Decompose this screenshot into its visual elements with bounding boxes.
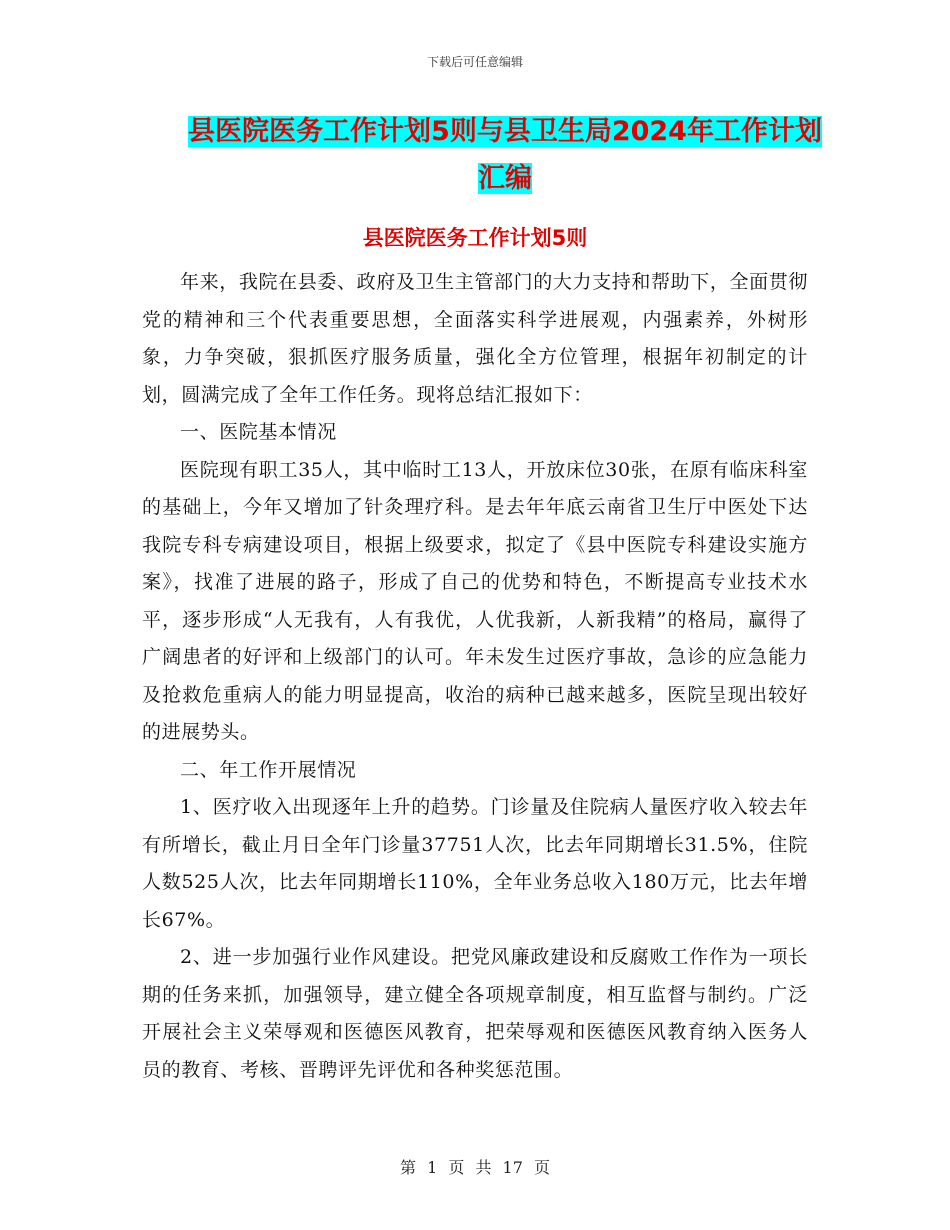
document-title — [185, 108, 825, 202]
paragraph: 年来，我院在县委、政府及卫生主管部门的大力支持和帮助下，全面贯彻党的精神和三个代表重要思想，全面落实科学进展观，内强素养，外树形象，力争突破，狠抓医疗服务质量，强化全方位管理，根据年初制定的计划，圆满完成了全年工作任务。现将总结汇报如下： — [142, 271, 808, 406]
document-title-text: 县医院医务工作计划5则与县卫生局2024年工作计划汇编 — [188, 116, 822, 194]
paragraph: 医院现有职工35人，其中临时工13人，开放床位30张，在原有临床科室的基础上，今年又增加了针灸理疗科。是去年年底云南省卫生厅中医处下达我院专科专病建设项目，根据上级要求，拟定了《县中医院专科建设实施方案》，找准了进展的路子，形成了自己的优势和特色，不断提高专业技术水平，逐步形成“人无我有，人有我优，人优我新，人新我精”的格局，赢得了广阔患者的好评和上级部门的认可。年未发生过医疗事故，急诊的应急能力及抢救危重病人的能力明显提高，收治的病种已越来越多，医院呈现出较好的进展势头。 — [142, 458, 808, 743]
heading-work-progress: 二、年工作开展情况 — [180, 758, 357, 781]
body-text — [142, 264, 808, 1089]
paragraph: 1、医疗收入出现逐年上升的趋势。门诊量及住院病人量医疗收入较去年有所增长，截止月日全年门诊量37751人次，比去年同期增长31.5%，住院人数525人次，比去年同期增长110%，全年业务总收入180万元，比去年增长67%。 — [142, 796, 808, 931]
header-note: 下载后可任意编辑 — [426, 55, 523, 69]
page-footer: 第 1 页 共 17 页 — [400, 1158, 550, 1177]
heading-basic-info: 一、医院基本情况 — [180, 421, 337, 443]
section-title: 县医院医务工作计划5则 — [362, 226, 588, 250]
paragraph: 2、进一步加强行业作风建设。把党风廉政建设和反腐败工作作为一项长期的任务来抓，加强领导，建立健全各项规章制度，相互监督与制约。广泛开展社会主义荣辱观和医德医风教育，把荣辱观和医德医风教育纳入医务人员的教育、考核、晋聘评先评优和各种奖惩范围。 — [142, 946, 808, 1081]
